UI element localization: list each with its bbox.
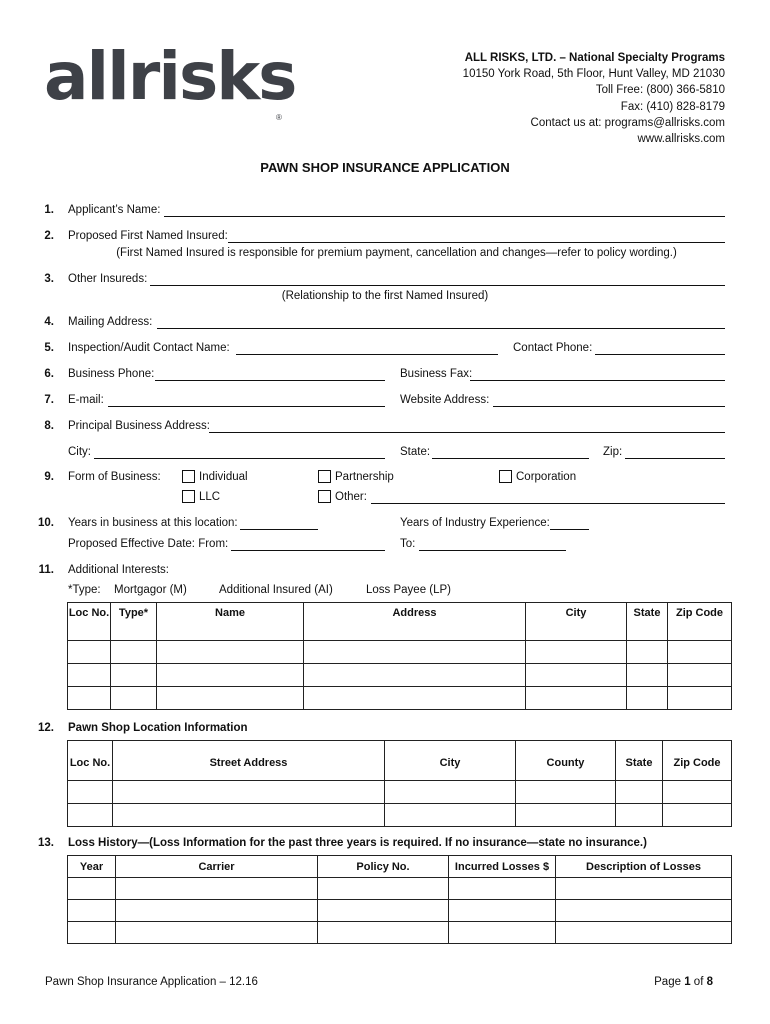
col-loc-no: Loc No. (68, 741, 113, 781)
table-cell[interactable] (113, 804, 385, 827)
form-title: PAWN SHOP INSURANCE APPLICATION (260, 160, 510, 175)
page-prefix: Page (654, 976, 685, 988)
business-phone-field[interactable] (155, 368, 385, 381)
table-cell[interactable] (526, 641, 627, 664)
table-cell[interactable] (385, 781, 516, 804)
table-cell[interactable] (68, 781, 113, 804)
table-cell[interactable] (556, 878, 732, 900)
table-cell[interactable] (663, 804, 732, 827)
pawn-location-heading: Pawn Shop Location Information (68, 722, 248, 734)
table-cell[interactable] (68, 687, 111, 710)
company-info (463, 50, 725, 147)
website-field[interactable] (493, 394, 725, 407)
q8-number: 8. (44, 420, 54, 432)
other-insureds-label: Other Insureds: (68, 273, 148, 285)
corporation-label: Corporation (516, 471, 577, 483)
table-cell[interactable] (663, 781, 732, 804)
state-label: State: (400, 446, 431, 458)
table-cell[interactable] (111, 641, 157, 664)
col-county: County (516, 741, 616, 781)
table-cell[interactable] (668, 641, 732, 664)
additional-interests-table (67, 602, 732, 710)
years-industry-field[interactable] (550, 517, 589, 530)
table-cell[interactable] (68, 900, 116, 922)
contact-phone-field[interactable] (595, 342, 725, 355)
type-label: *Type: (68, 584, 101, 596)
other-form-label: Other: (335, 491, 367, 503)
company-email: Contact us at: programs@allrisks.com (530, 116, 725, 129)
q11-number: 11. (38, 564, 54, 576)
table-cell[interactable] (304, 687, 526, 710)
page-total: 8 (706, 976, 713, 988)
individual-checkbox[interactable] (182, 470, 195, 483)
table-cell[interactable] (116, 922, 318, 944)
table-cell[interactable] (68, 664, 111, 687)
table-cell[interactable] (526, 687, 627, 710)
table-cell[interactable] (318, 900, 449, 922)
business-fax-label: Business Fax: (400, 368, 473, 380)
type-mortgagor: Mortgagor (M) (114, 584, 187, 596)
q4-number: 4. (44, 316, 54, 328)
col-city: City (385, 741, 516, 781)
mailing-address-label: Mailing Address: (68, 316, 153, 328)
table-row (68, 900, 732, 922)
table-cell[interactable] (111, 687, 157, 710)
table-cell[interactable] (516, 781, 616, 804)
q1-number: 1. (44, 204, 54, 216)
table-cell[interactable] (157, 687, 304, 710)
table-cell[interactable] (668, 687, 732, 710)
zip-field[interactable] (625, 446, 725, 459)
q2-number: 2. (44, 230, 54, 242)
company-fax: Fax: (410) 828-8179 (620, 100, 725, 113)
pawn-location-table (67, 740, 732, 827)
company-name: ALL RISKS, LTD. – National Specialty Programs (464, 52, 725, 64)
table-cell[interactable] (616, 781, 663, 804)
company-address: 10150 York Road, 5th Floor, Hunt Valley, MD 21030 (462, 68, 725, 81)
table-cell[interactable] (385, 804, 516, 827)
corporation-checkbox[interactable] (499, 470, 512, 483)
zip-label: Zip: (603, 446, 623, 458)
inspection-contact-label: Inspection/Audit Contact Name: (68, 342, 230, 354)
col-street-address: Street Address (113, 741, 385, 781)
allrisks-logo: allrisks (44, 38, 296, 115)
type-loss-payee: Loss Payee (LP) (366, 584, 452, 596)
contact-phone-label: Contact Phone: (513, 342, 593, 354)
table-cell[interactable] (68, 922, 116, 944)
col-policy-no: Policy No. (318, 856, 449, 878)
table-cell[interactable] (113, 781, 385, 804)
col-year: Year (68, 856, 116, 878)
col-state: State (616, 741, 663, 781)
q3-number: 3. (44, 273, 54, 285)
table-cell[interactable] (304, 641, 526, 664)
table-cell[interactable] (68, 641, 111, 664)
table-cell[interactable] (627, 664, 668, 687)
table-cell[interactable] (111, 664, 157, 687)
table-row (68, 781, 732, 804)
table-cell[interactable] (116, 900, 318, 922)
inspection-contact-field[interactable] (236, 342, 498, 355)
q7-number: 7. (44, 394, 54, 406)
years-industry-label: Years of Industry Experience: (400, 517, 550, 529)
loss-history-table (67, 855, 732, 944)
first-named-insured-label: Proposed First Named Insured: (68, 230, 228, 242)
q12-number: 12. (38, 722, 54, 734)
col-zip: Zip Code (668, 603, 732, 641)
table-cell[interactable] (68, 804, 113, 827)
col-incurred-losses: Incurred Losses $ (449, 856, 556, 878)
effective-to-field[interactable] (419, 538, 566, 551)
first-named-insured-field[interactable] (228, 230, 725, 243)
q5-number: 5. (44, 342, 54, 354)
table-row (68, 664, 732, 687)
table-row (68, 804, 732, 827)
table-cell[interactable] (157, 664, 304, 687)
individual-label: Individual (199, 471, 248, 483)
effective-from-label: Proposed Effective Date: From: (68, 538, 229, 550)
city-field[interactable] (94, 446, 385, 459)
email-field[interactable] (108, 394, 385, 407)
table-cell[interactable] (318, 922, 449, 944)
table-cell[interactable] (516, 804, 616, 827)
years-location-field[interactable] (240, 517, 318, 530)
table-row (68, 641, 732, 664)
table-cell[interactable] (526, 664, 627, 687)
email-label: E-mail: (68, 394, 104, 406)
state-field[interactable] (432, 446, 589, 459)
col-state: State (627, 603, 668, 641)
footer-form-id: Pawn Shop Insurance Application – 12.16 (45, 976, 258, 988)
footer-page-number (654, 976, 713, 988)
loss-history-heading: Loss History—(Loss Information for the past three years is required. If no insurance—state no insurance.) (68, 837, 647, 849)
table-row (68, 922, 732, 944)
other-form-checkbox[interactable] (318, 490, 331, 503)
table-cell[interactable] (318, 878, 449, 900)
registered-mark: ® (276, 113, 282, 122)
q9-number: 9. (44, 471, 54, 483)
other-form-field[interactable] (371, 491, 725, 504)
col-address: Address (304, 603, 526, 641)
col-carrier: Carrier (116, 856, 318, 878)
table-cell[interactable] (449, 900, 556, 922)
city-label: City: (68, 446, 91, 458)
other-insureds-note: (Relationship to the first Named Insured) (281, 290, 489, 302)
applicant-name-field[interactable] (164, 204, 725, 217)
table-cell[interactable] (556, 922, 732, 944)
col-type: Type* (111, 603, 157, 641)
table-cell[interactable] (616, 804, 663, 827)
col-name: Name (157, 603, 304, 641)
effective-to-label: To: (400, 538, 416, 550)
table-cell[interactable] (556, 900, 732, 922)
table-row (68, 878, 732, 900)
table-cell[interactable] (668, 664, 732, 687)
effective-from-field[interactable] (231, 538, 385, 551)
partnership-checkbox[interactable] (318, 470, 331, 483)
first-named-insured-note: (First Named Insured is responsible for premium payment, cancellation and changes—refer to policy wording.) (116, 247, 677, 259)
q10-number: 10. (38, 517, 54, 529)
company-website: www.allrisks.com (637, 133, 725, 146)
q13-number: 13. (38, 837, 54, 849)
col-zip: Zip Code (663, 741, 732, 781)
col-loc-no: Loc No. (68, 603, 111, 641)
table-cell[interactable] (627, 687, 668, 710)
principal-address-label: Principal Business Address: (68, 420, 210, 432)
table-cell[interactable] (449, 922, 556, 944)
business-phone-label: Business Phone: (68, 368, 155, 380)
table-cell[interactable] (304, 664, 526, 687)
llc-checkbox[interactable] (182, 490, 195, 503)
type-additional-insured: Additional Insured (AI) (219, 584, 333, 596)
company-tollfree: Toll Free: (800) 366-5810 (595, 84, 725, 97)
table-row (68, 687, 732, 710)
q6-number: 6. (44, 368, 54, 380)
years-location-label: Years in business at this location: (68, 517, 238, 529)
applicant-name-label: Applicant’s Name: (68, 204, 161, 216)
col-city: City (526, 603, 627, 641)
other-insureds-field[interactable] (150, 273, 725, 286)
principal-address-field[interactable] (209, 420, 725, 433)
page-of: of (690, 976, 707, 988)
col-description: Description of Losses (556, 856, 732, 878)
page-current: 1 (684, 976, 691, 988)
table-cell[interactable] (68, 878, 116, 900)
llc-label: LLC (199, 491, 221, 503)
table-cell[interactable] (627, 641, 668, 664)
table-cell[interactable] (157, 641, 304, 664)
table-cell[interactable] (449, 878, 556, 900)
additional-interests-label: Additional Interests: (68, 564, 170, 576)
website-label: Website Address: (400, 394, 490, 406)
partnership-label: Partnership (335, 471, 394, 483)
table-cell[interactable] (116, 878, 318, 900)
business-fax-field[interactable] (470, 368, 725, 381)
form-of-business-label: Form of Business: (68, 471, 161, 483)
mailing-address-field[interactable] (157, 316, 725, 329)
